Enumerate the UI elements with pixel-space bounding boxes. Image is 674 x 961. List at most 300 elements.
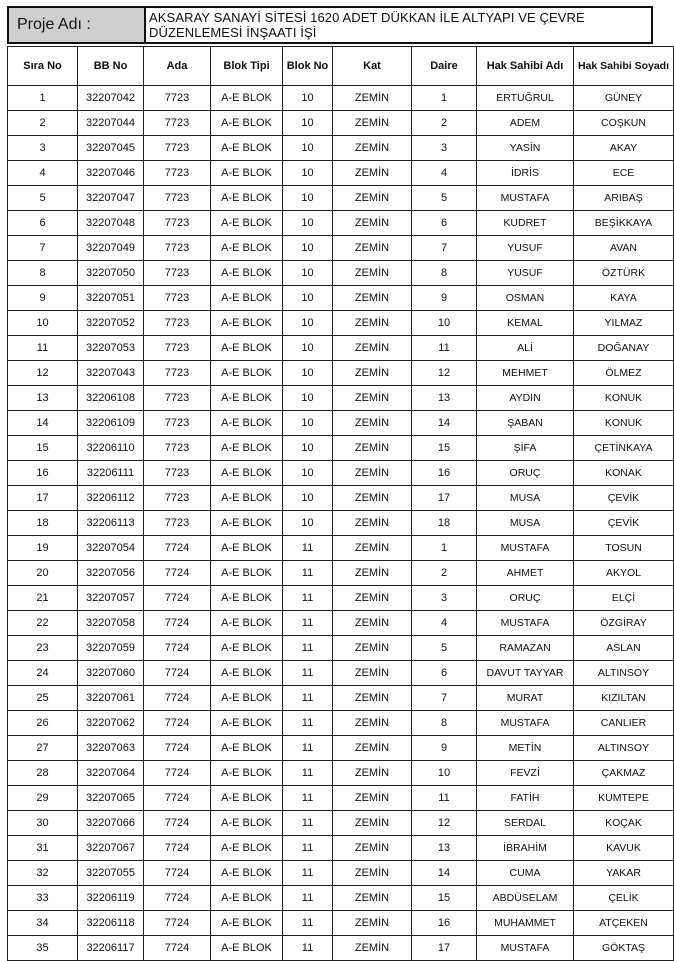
bb-no-cell: 32207053 [78, 336, 144, 361]
table-row [8, 86, 674, 111]
table-row [8, 536, 674, 561]
ada-cell: 7723 [144, 511, 211, 536]
blok-tipi-cell: A-E BLOK [211, 486, 283, 511]
hak-sahibi-soyadi-cell: COŞKUN [574, 111, 674, 136]
hak-sahibi-soyadi-cell: BEŞİKKAYA [574, 211, 674, 236]
daire-cell: 17 [412, 486, 477, 511]
blok-no-cell: 11 [283, 636, 333, 661]
table-row [8, 286, 674, 311]
ada-cell: 7723 [144, 161, 211, 186]
blok-tipi-cell: A-E BLOK [211, 336, 283, 361]
table-body [8, 86, 674, 961]
table-row [8, 561, 674, 586]
daire-cell: 12 [412, 811, 477, 836]
sira-no-cell: 2 [8, 111, 78, 136]
ada-cell: 7724 [144, 836, 211, 861]
blok-no-cell: 11 [283, 736, 333, 761]
sira-no-cell: 4 [8, 161, 78, 186]
blok-tipi-cell: A-E BLOK [211, 536, 283, 561]
blok-tipi-cell: A-E BLOK [211, 811, 283, 836]
kat-cell: ZEMİN [333, 436, 412, 461]
table-row [8, 786, 674, 811]
hak-sahibi-adi-cell: AYDIN [477, 386, 574, 411]
hak-sahibi-adi-cell: DAVUT TAYYAR [477, 661, 574, 686]
table-row [8, 761, 674, 786]
blok-no-cell: 10 [283, 461, 333, 486]
hak-sahibi-adi-cell: METİN [477, 736, 574, 761]
ada-cell: 7724 [144, 661, 211, 686]
ada-cell: 7724 [144, 886, 211, 911]
blok-no-cell: 11 [283, 711, 333, 736]
daire-cell: 11 [412, 336, 477, 361]
blok-tipi-cell: A-E BLOK [211, 836, 283, 861]
sira-no-cell: 21 [8, 586, 78, 611]
bb-no-cell: 32207063 [78, 736, 144, 761]
ada-cell: 7723 [144, 211, 211, 236]
blok-tipi-cell: A-E BLOK [211, 861, 283, 886]
sira-no-cell: 31 [8, 836, 78, 861]
column-header-daire: Daire [412, 47, 477, 86]
bb-no-cell: 32207056 [78, 561, 144, 586]
kat-cell: ZEMİN [333, 886, 412, 911]
hak-sahibi-adi-cell: ADEM [477, 111, 574, 136]
bb-no-cell: 32207054 [78, 536, 144, 561]
table-row [8, 486, 674, 511]
blok-no-cell: 11 [283, 661, 333, 686]
ada-cell: 7723 [144, 111, 211, 136]
hak-sahibi-soyadi-cell: YAKAR [574, 861, 674, 886]
blok-no-cell: 10 [283, 136, 333, 161]
blok-tipi-cell: A-E BLOK [211, 411, 283, 436]
hak-sahibi-soyadi-cell: ATÇEKEN [574, 911, 674, 936]
sira-no-cell: 30 [8, 811, 78, 836]
blok-no-cell: 10 [283, 161, 333, 186]
hak-sahibi-adi-cell: MUSTAFA [477, 536, 574, 561]
bb-no-cell: 32206117 [78, 936, 144, 961]
bb-no-cell: 32206119 [78, 886, 144, 911]
blok-no-cell: 11 [283, 836, 333, 861]
sira-no-cell: 25 [8, 686, 78, 711]
bb-no-cell: 32207047 [78, 186, 144, 211]
ada-cell: 7723 [144, 286, 211, 311]
bb-no-cell: 32207045 [78, 136, 144, 161]
ada-cell: 7724 [144, 761, 211, 786]
daire-cell: 4 [412, 161, 477, 186]
daire-cell: 15 [412, 886, 477, 911]
hak-sahibi-soyadi-cell: CANLIER [574, 711, 674, 736]
kat-cell: ZEMİN [333, 286, 412, 311]
kat-cell: ZEMİN [333, 211, 412, 236]
bb-no-cell: 32207048 [78, 211, 144, 236]
daire-cell: 10 [412, 761, 477, 786]
blok-tipi-cell: A-E BLOK [211, 436, 283, 461]
sira-no-cell: 14 [8, 411, 78, 436]
hak-sahibi-soyadi-cell: KAYA [574, 286, 674, 311]
hak-sahibi-adi-cell: MUSA [477, 486, 574, 511]
table-row [8, 686, 674, 711]
table-row [8, 861, 674, 886]
hak-sahibi-soyadi-cell: KONUK [574, 386, 674, 411]
daire-cell: 5 [412, 186, 477, 211]
kat-cell: ZEMİN [333, 486, 412, 511]
kat-cell: ZEMİN [333, 386, 412, 411]
ada-cell: 7724 [144, 861, 211, 886]
hak-sahibi-soyadi-cell: ALTINSOY [574, 736, 674, 761]
kat-cell: ZEMİN [333, 561, 412, 586]
bb-no-cell: 32207065 [78, 786, 144, 811]
blok-no-cell: 11 [283, 911, 333, 936]
table-row [8, 511, 674, 536]
table-row [8, 211, 674, 236]
hak-sahibi-soyadi-cell: AKYOL [574, 561, 674, 586]
hak-sahibi-adi-cell: MUSTAFA [477, 611, 574, 636]
kat-cell: ZEMİN [333, 161, 412, 186]
blok-tipi-cell: A-E BLOK [211, 661, 283, 686]
hak-sahibi-adi-cell: MUSTAFA [477, 711, 574, 736]
sira-no-cell: 28 [8, 761, 78, 786]
blok-tipi-cell: A-E BLOK [211, 511, 283, 536]
ada-cell: 7723 [144, 436, 211, 461]
bb-no-cell: 32207066 [78, 811, 144, 836]
hak-sahibi-soyadi-cell: KIZILTAN [574, 686, 674, 711]
ada-cell: 7724 [144, 536, 211, 561]
table-row [8, 636, 674, 661]
hak-sahibi-soyadi-cell: TOSUN [574, 536, 674, 561]
hak-sahibi-soyadi-cell: KUMTEPE [574, 786, 674, 811]
bb-no-cell: 32207055 [78, 861, 144, 886]
project-label: Proje Adı : [9, 8, 146, 42]
kat-cell: ZEMİN [333, 236, 412, 261]
bb-no-cell: 32206108 [78, 386, 144, 411]
hak-sahibi-soyadi-cell: ÖLMEZ [574, 361, 674, 386]
ada-cell: 7723 [144, 311, 211, 336]
blok-no-cell: 11 [283, 561, 333, 586]
column-header-ada: Ada [144, 47, 211, 86]
ada-cell: 7723 [144, 486, 211, 511]
sira-no-cell: 23 [8, 636, 78, 661]
bb-no-cell: 32207059 [78, 636, 144, 661]
sira-no-cell: 1 [8, 86, 78, 111]
blok-no-cell: 10 [283, 486, 333, 511]
daire-cell: 4 [412, 611, 477, 636]
blok-no-cell: 11 [283, 761, 333, 786]
blok-tipi-cell: A-E BLOK [211, 111, 283, 136]
daire-cell: 12 [412, 361, 477, 386]
daire-cell: 2 [412, 111, 477, 136]
sira-no-cell: 26 [8, 711, 78, 736]
ada-cell: 7723 [144, 386, 211, 411]
daire-cell: 1 [412, 86, 477, 111]
kat-cell: ZEMİN [333, 936, 412, 961]
sira-no-cell: 35 [8, 936, 78, 961]
ada-cell: 7724 [144, 736, 211, 761]
blok-tipi-cell: A-E BLOK [211, 936, 283, 961]
blok-tipi-cell: A-E BLOK [211, 261, 283, 286]
hak-sahibi-adi-cell: MEHMET [477, 361, 574, 386]
sira-no-cell: 7 [8, 236, 78, 261]
kat-cell: ZEMİN [333, 586, 412, 611]
hak-sahibi-adi-cell: YUSUF [477, 236, 574, 261]
daire-cell: 1 [412, 536, 477, 561]
hak-sahibi-soyadi-cell: ÖZTÜRK [574, 261, 674, 286]
blok-no-cell: 10 [283, 336, 333, 361]
sira-no-cell: 19 [8, 536, 78, 561]
sira-no-cell: 32 [8, 861, 78, 886]
blok-no-cell: 11 [283, 611, 333, 636]
hak-sahibi-adi-cell: KEMAL [477, 311, 574, 336]
blok-no-cell: 10 [283, 436, 333, 461]
daire-cell: 11 [412, 786, 477, 811]
kat-cell: ZEMİN [333, 711, 412, 736]
table-row [8, 361, 674, 386]
kat-cell: ZEMİN [333, 261, 412, 286]
hak-sahibi-adi-cell: ORUÇ [477, 461, 574, 486]
column-header-bb-no: BB No [78, 47, 144, 86]
hak-sahibi-adi-cell: ŞİFA [477, 436, 574, 461]
sira-no-cell: 29 [8, 786, 78, 811]
daire-cell: 5 [412, 636, 477, 661]
ada-cell: 7724 [144, 561, 211, 586]
kat-cell: ZEMİN [333, 511, 412, 536]
hak-sahibi-soyadi-cell: AVAN [574, 236, 674, 261]
blok-no-cell: 10 [283, 111, 333, 136]
blok-no-cell: 11 [283, 786, 333, 811]
project-title: AKSARAY SANAYİ SİTESİ 1620 ADET DÜKKAN İLE ALTYAPI VE ÇEVRE DÜZENLEMESİ İNŞAATI İŞİ [149, 10, 585, 40]
column-header-blok-no: Blok No [283, 47, 333, 86]
column-header-sira-no: Sıra No [8, 47, 78, 86]
column-header-kat: Kat [333, 47, 412, 86]
table-row [8, 586, 674, 611]
ada-cell: 7724 [144, 636, 211, 661]
bb-no-cell: 32207049 [78, 236, 144, 261]
hak-sahibi-adi-cell: ORUÇ [477, 586, 574, 611]
hak-sahibi-adi-cell: YASİN [477, 136, 574, 161]
table-row [8, 336, 674, 361]
hak-sahibi-soyadi-cell: ÇEVİK [574, 486, 674, 511]
hak-sahibi-soyadi-cell: ELÇİ [574, 586, 674, 611]
blok-tipi-cell: A-E BLOK [211, 611, 283, 636]
bb-no-cell: 32207064 [78, 761, 144, 786]
daire-cell: 7 [412, 686, 477, 711]
daire-cell: 15 [412, 436, 477, 461]
hak-sahibi-soyadi-cell: KOÇAK [574, 811, 674, 836]
hak-sahibi-adi-cell: FEVZİ [477, 761, 574, 786]
kat-cell: ZEMİN [333, 611, 412, 636]
bb-no-cell: 32207058 [78, 611, 144, 636]
blok-no-cell: 10 [283, 236, 333, 261]
kat-cell: ZEMİN [333, 311, 412, 336]
blok-no-cell: 10 [283, 261, 333, 286]
blok-no-cell: 11 [283, 686, 333, 711]
blok-no-cell: 11 [283, 536, 333, 561]
hak-sahibi-adi-cell: ABDÜSELAM [477, 886, 574, 911]
daire-cell: 16 [412, 911, 477, 936]
sira-no-cell: 34 [8, 911, 78, 936]
table-row [8, 436, 674, 461]
hak-sahibi-adi-cell: ŞABAN [477, 411, 574, 436]
hak-sahibi-adi-cell: RAMAZAN [477, 636, 574, 661]
kat-cell: ZEMİN [333, 736, 412, 761]
table-row [8, 461, 674, 486]
blok-tipi-cell: A-E BLOK [211, 786, 283, 811]
blok-tipi-cell: A-E BLOK [211, 161, 283, 186]
table-row [8, 111, 674, 136]
daire-cell: 6 [412, 211, 477, 236]
bb-no-cell: 32206112 [78, 486, 144, 511]
hak-sahibi-soyadi-cell: AKAY [574, 136, 674, 161]
daire-cell: 14 [412, 411, 477, 436]
ada-cell: 7723 [144, 411, 211, 436]
kat-cell: ZEMİN [333, 136, 412, 161]
sira-no-cell: 16 [8, 461, 78, 486]
blok-tipi-cell: A-E BLOK [211, 561, 283, 586]
ada-cell: 7723 [144, 186, 211, 211]
blok-no-cell: 11 [283, 811, 333, 836]
blok-no-cell: 10 [283, 286, 333, 311]
daire-cell: 6 [412, 661, 477, 686]
hak-sahibi-soyadi-cell: ARIBAŞ [574, 186, 674, 211]
kat-cell: ZEMİN [333, 911, 412, 936]
sira-no-cell: 9 [8, 286, 78, 311]
hak-sahibi-soyadi-cell: ÇELİK [574, 886, 674, 911]
daire-cell: 16 [412, 461, 477, 486]
blok-tipi-cell: A-E BLOK [211, 286, 283, 311]
daire-cell: 9 [412, 286, 477, 311]
hak-sahibi-adi-cell: MUSA [477, 511, 574, 536]
blok-tipi-cell: A-E BLOK [211, 186, 283, 211]
bb-no-cell: 32207067 [78, 836, 144, 861]
blok-no-cell: 10 [283, 361, 333, 386]
blok-tipi-cell: A-E BLOK [211, 236, 283, 261]
table-row [8, 411, 674, 436]
sira-no-cell: 17 [8, 486, 78, 511]
blok-no-cell: 10 [283, 386, 333, 411]
table-row [8, 311, 674, 336]
kat-cell: ZEMİN [333, 636, 412, 661]
table-row [8, 161, 674, 186]
blok-no-cell: 10 [283, 311, 333, 336]
sira-no-cell: 12 [8, 361, 78, 386]
blok-no-cell: 10 [283, 211, 333, 236]
kat-cell: ZEMİN [333, 186, 412, 211]
bb-no-cell: 32207050 [78, 261, 144, 286]
hak-sahibi-adi-cell: KUDRET [477, 211, 574, 236]
hak-sahibi-adi-cell: SERDAL [477, 811, 574, 836]
hak-sahibi-soyadi-cell: KAVUK [574, 836, 674, 861]
hak-sahibi-adi-cell: İDRİS [477, 161, 574, 186]
blok-no-cell: 11 [283, 936, 333, 961]
blok-tipi-cell: A-E BLOK [211, 386, 283, 411]
blok-tipi-cell: A-E BLOK [211, 136, 283, 161]
hak-sahibi-adi-cell: OSMAN [477, 286, 574, 311]
hak-sahibi-adi-cell: İBRAHİM [477, 836, 574, 861]
daire-cell: 2 [412, 561, 477, 586]
bb-no-cell: 32207051 [78, 286, 144, 311]
kat-cell: ZEMİN [333, 661, 412, 686]
ada-cell: 7724 [144, 811, 211, 836]
sira-no-cell: 8 [8, 261, 78, 286]
bb-no-cell: 32207043 [78, 361, 144, 386]
daire-cell: 13 [412, 386, 477, 411]
kat-cell: ZEMİN [333, 686, 412, 711]
kat-cell: ZEMİN [333, 361, 412, 386]
kat-cell: ZEMİN [333, 786, 412, 811]
bb-no-cell: 32207057 [78, 586, 144, 611]
blok-tipi-cell: A-E BLOK [211, 686, 283, 711]
sira-no-cell: 22 [8, 611, 78, 636]
sira-no-cell: 6 [8, 211, 78, 236]
table-row [8, 936, 674, 961]
sira-no-cell: 33 [8, 886, 78, 911]
bb-no-cell: 32207042 [78, 86, 144, 111]
project-header [7, 6, 653, 44]
blok-tipi-cell: A-E BLOK [211, 886, 283, 911]
hak-sahibi-adi-cell: MUSTAFA [477, 186, 574, 211]
bb-no-cell: 32206110 [78, 436, 144, 461]
hak-sahibi-adi-cell: YUSUF [477, 261, 574, 286]
ada-cell: 7724 [144, 911, 211, 936]
ada-cell: 7724 [144, 711, 211, 736]
blok-tipi-cell: A-E BLOK [211, 586, 283, 611]
ada-cell: 7723 [144, 236, 211, 261]
kat-cell: ZEMİN [333, 836, 412, 861]
bb-no-cell: 32207062 [78, 711, 144, 736]
hak-sahibi-soyadi-cell: ÇETİNKAYA [574, 436, 674, 461]
kat-cell: ZEMİN [333, 811, 412, 836]
daire-cell: 9 [412, 736, 477, 761]
bb-no-cell: 32207061 [78, 686, 144, 711]
kat-cell: ZEMİN [333, 411, 412, 436]
daire-cell: 7 [412, 236, 477, 261]
sira-no-cell: 5 [8, 186, 78, 211]
daire-cell: 14 [412, 861, 477, 886]
daire-cell: 13 [412, 836, 477, 861]
table-row [8, 261, 674, 286]
blok-tipi-cell: A-E BLOK [211, 911, 283, 936]
table-row [8, 661, 674, 686]
blok-no-cell: 10 [283, 186, 333, 211]
ada-cell: 7723 [144, 361, 211, 386]
blok-tipi-cell: A-E BLOK [211, 311, 283, 336]
ada-cell: 7723 [144, 261, 211, 286]
hak-sahibi-adi-cell: CUMA [477, 861, 574, 886]
blok-tipi-cell: A-E BLOK [211, 761, 283, 786]
sira-no-cell: 27 [8, 736, 78, 761]
bb-no-cell: 32206118 [78, 911, 144, 936]
blok-no-cell: 10 [283, 411, 333, 436]
hak-sahibi-soyadi-cell: KONAK [574, 461, 674, 486]
sira-no-cell: 10 [8, 311, 78, 336]
daire-cell: 3 [412, 136, 477, 161]
table-row [8, 736, 674, 761]
table-row [8, 186, 674, 211]
sira-no-cell: 18 [8, 511, 78, 536]
table-row [8, 611, 674, 636]
kat-cell: ZEMİN [333, 461, 412, 486]
sira-no-cell: 3 [8, 136, 78, 161]
blok-no-cell: 11 [283, 886, 333, 911]
bb-no-cell: 32207044 [78, 111, 144, 136]
kat-cell: ZEMİN [333, 86, 412, 111]
blok-tipi-cell: A-E BLOK [211, 711, 283, 736]
hak-sahibi-soyadi-cell: ÖZGİRAY [574, 611, 674, 636]
table-row [8, 386, 674, 411]
daire-cell: 8 [412, 261, 477, 286]
kat-cell: ZEMİN [333, 336, 412, 361]
blok-tipi-cell: A-E BLOK [211, 211, 283, 236]
hak-sahibi-soyadi-cell: KONUK [574, 411, 674, 436]
bb-no-cell: 32206113 [78, 511, 144, 536]
